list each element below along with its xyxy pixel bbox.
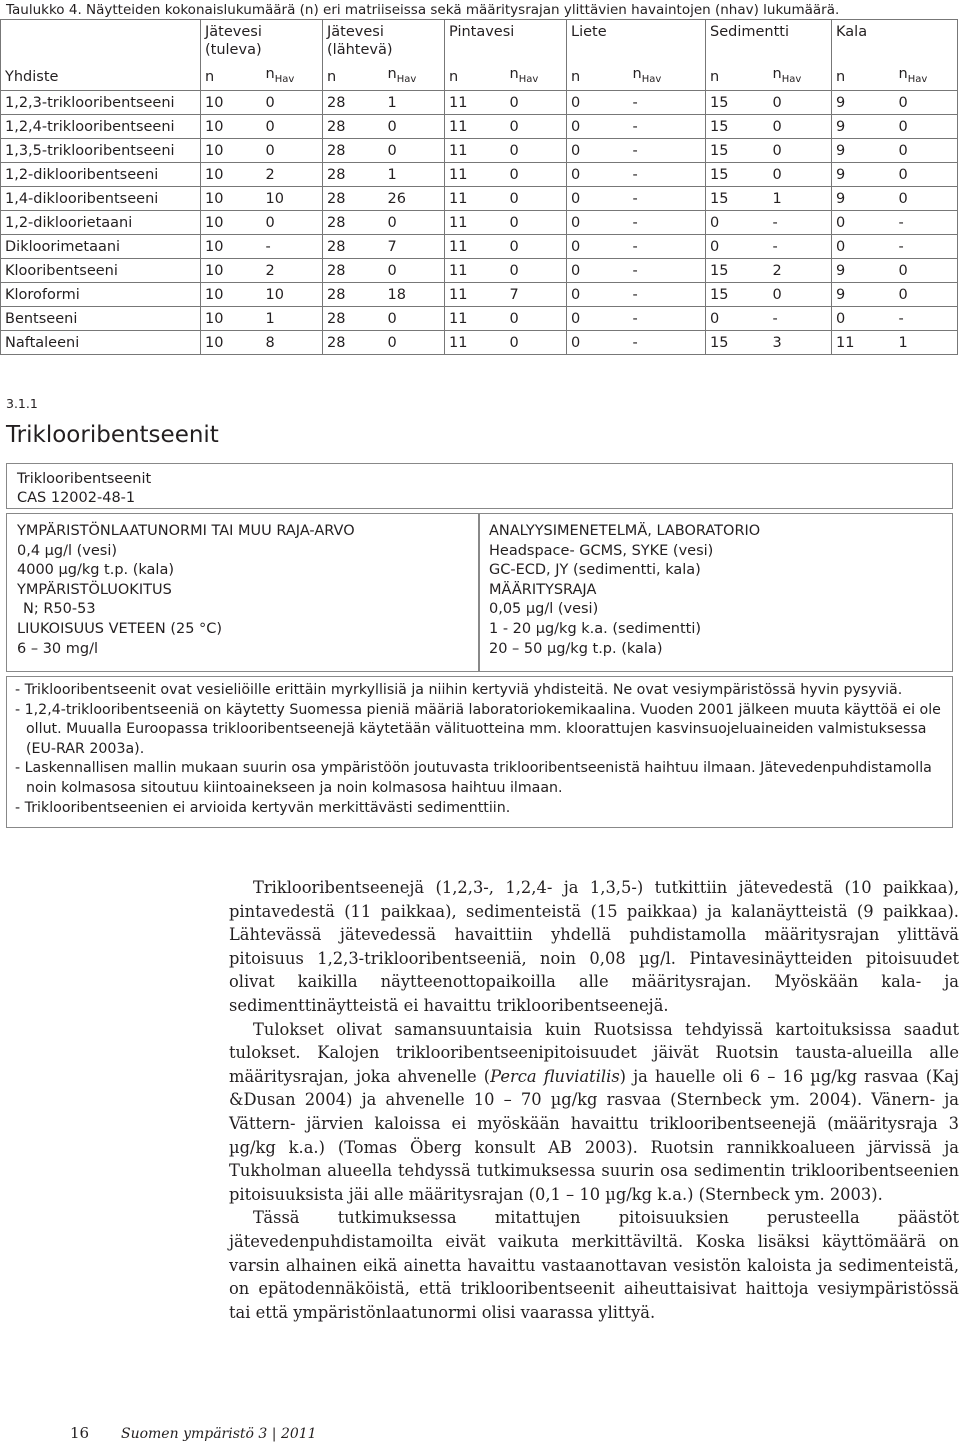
compound-name: Klooribentseeni — [1, 259, 201, 283]
table-cell: 0 — [567, 235, 629, 259]
table-cell: - — [629, 307, 706, 331]
nhav-header: $n_{Hav}$ — [629, 64, 706, 91]
table-cell: 1 — [384, 163, 445, 187]
table-cell: 1 — [895, 331, 958, 355]
table-subheader-row — [1, 64, 958, 91]
table-cell: 0 — [769, 139, 832, 163]
table-cell: 10 — [201, 187, 262, 211]
table-cell: 0 — [384, 211, 445, 235]
info-line: N; R50-53 — [23, 601, 96, 618]
info-line: YMPÄRISTÖNLAATUNORMI TAI MUU RAJA-ARVO — [17, 523, 355, 539]
table-cell: 15 — [706, 163, 769, 187]
n-header: n — [567, 64, 629, 91]
table-cell: 10 — [201, 259, 262, 283]
table-cell: 0 — [832, 235, 895, 259]
compound-name: Bentseeni — [1, 307, 201, 331]
compound-name: 1,2-dikloorietaani — [1, 211, 201, 235]
info-line: 20 – 50 µg/kg t.p. (kala) — [489, 640, 663, 657]
table-cell: 0 — [567, 211, 629, 235]
table-cell: 28 — [323, 115, 384, 139]
table-cell: 0 — [506, 115, 567, 139]
table-cell: 11 — [445, 187, 506, 211]
table-cell: 15 — [706, 331, 769, 355]
table-row — [1, 187, 958, 211]
table-cell: - — [895, 307, 958, 331]
n-header: n — [832, 64, 895, 91]
table-cell: 0 — [769, 91, 832, 115]
group-header: Jätevesi (lähtevä) — [323, 20, 445, 65]
table-cell: 0 — [895, 187, 958, 211]
table-cell: - — [629, 259, 706, 283]
compound-header: Yhdiste — [1, 64, 201, 91]
table-cell: - — [629, 115, 706, 139]
table-cell: 9 — [832, 163, 895, 187]
table-cell: 0 — [506, 259, 567, 283]
table-row — [1, 235, 958, 259]
paragraph: Triklooribentseenejä (1,2,3-, 1,2,4- ja 1,3,5-) tutkittiin jätevedestä (10 paikkaa), pintavedestä (11 paikkaa), sedimenteistä (15 paikkaa) ja kalanäytteistä (9 paikkaa). Lähtevässä jätevedessä havaittiin yhdellä puhdistamolla määritysrajan ylittävä pitoisuus 1,2,3-triklooribentseeniä, noin 0,08 µg/l. Pintavesinäytteiden pitoisuudet olivat kaikilla näytteenottopaikoilla alle määritysrajan. Myöskään kala- ja sedimenttinäytteistä ei havaittu triklooribentseenejä. — [229, 878, 959, 1015]
table-row — [1, 139, 958, 163]
substance-box — [6, 463, 953, 509]
n-header: n — [323, 64, 384, 91]
nhav-header: $n_{Hav}$ — [895, 64, 958, 91]
table-cell: 11 — [445, 139, 506, 163]
table-cell: 0 — [262, 139, 323, 163]
table-cell: 28 — [323, 187, 384, 211]
data-table — [0, 19, 958, 355]
table-cell: 10 — [201, 163, 262, 187]
table-cell: 0 — [384, 115, 445, 139]
table-cell: 0 — [506, 235, 567, 259]
substance-name: Triklooribentseenit — [17, 471, 152, 487]
table-cell: 2 — [262, 259, 323, 283]
table-cell: 11 — [445, 235, 506, 259]
group-header: Liete — [567, 20, 706, 65]
table-cell: - — [262, 235, 323, 259]
table-cell: 9 — [832, 91, 895, 115]
table-cell: - — [629, 139, 706, 163]
table-cell: 2 — [769, 259, 832, 283]
table-cell: - — [895, 235, 958, 259]
table-cell: 11 — [445, 331, 506, 355]
compound-name: Dikloorimetaani — [1, 235, 201, 259]
table-cell: 0 — [567, 259, 629, 283]
compound-name: 1,4-diklooribentseeni — [1, 187, 201, 211]
table-cell: 0 — [506, 163, 567, 187]
table-cell: - — [769, 211, 832, 235]
nhav-header: $n_{Hav}$ — [384, 64, 445, 91]
compound-name: Naftaleeni — [1, 331, 201, 355]
table-cell: - — [629, 91, 706, 115]
table-cell: 0 — [384, 307, 445, 331]
info-line: YMPÄRISTÖLUOKITUS — [17, 581, 172, 598]
table-cell: - — [895, 211, 958, 235]
table-cell: 11 — [445, 115, 506, 139]
table-cell: - — [769, 235, 832, 259]
species-name: Perca fluviatilis — [490, 1066, 620, 1086]
compound-name: 1,2,3-triklooribentseeni — [1, 91, 201, 115]
group-header: Kala — [832, 20, 958, 65]
table-cell: 7 — [384, 235, 445, 259]
table-cell: 0 — [769, 115, 832, 139]
table-cell: 28 — [323, 235, 384, 259]
table-cell: 11 — [445, 163, 506, 187]
table-row — [1, 331, 958, 355]
group-header: Sedimentti — [706, 20, 832, 65]
table-cell: 10 — [262, 283, 323, 307]
table-cell: - — [629, 283, 706, 307]
substance-cas: CAS 12002-48-1 — [17, 490, 136, 506]
limit-values-box — [6, 513, 480, 672]
info-line: 4000 µg/kg t.p. (kala) — [17, 562, 175, 579]
table-cell: 0 — [706, 235, 769, 259]
table-cell: 0 — [832, 307, 895, 331]
table-cell: 28 — [323, 283, 384, 307]
section-number: 3.1.1 — [6, 396, 38, 411]
info-line: 0,05 µg/l (vesi) — [489, 601, 599, 618]
summary-bullet: - Laskennallisen mallin mukaan suurin osa ympäristöön joutuvasta triklooribentseenistä haihtuu ilmaan. Jätevedenpuhdistamolla noin kolmasosa sitoutuu kiintoainekseen ja noin kolmasosa haihtuu ilmaan. — [15, 760, 932, 796]
table-cell: 9 — [832, 259, 895, 283]
table-cell: 0 — [895, 283, 958, 307]
analysis-box — [478, 513, 953, 672]
table-cell: 9 — [832, 187, 895, 211]
table-cell: 0 — [832, 211, 895, 235]
table-cell: 10 — [201, 211, 262, 235]
table-cell: 0 — [769, 283, 832, 307]
table-caption: Taulukko 4. Näytteiden kokonaislukumäärä (n) eri matriiseissa sekä määritysrajan ylittävien havaintojen (nhav) lukumäärä. — [6, 2, 840, 18]
table-row — [1, 211, 958, 235]
table-cell: 28 — [323, 91, 384, 115]
table-cell: 0 — [895, 259, 958, 283]
table-group-header-row — [1, 20, 958, 65]
table-cell: 1 — [384, 91, 445, 115]
table-cell: 15 — [706, 115, 769, 139]
table-cell: 7 — [506, 283, 567, 307]
table-cell: 10 — [262, 187, 323, 211]
summary-box — [6, 676, 953, 828]
n-header: n — [201, 64, 262, 91]
compound-name: Kloroformi — [1, 283, 201, 307]
table-cell: 0 — [384, 139, 445, 163]
table-cell: 0 — [506, 331, 567, 355]
n-header: n — [445, 64, 506, 91]
table-cell: 9 — [832, 283, 895, 307]
table-cell: 10 — [201, 283, 262, 307]
table-cell: 28 — [323, 259, 384, 283]
table-cell: 11 — [445, 91, 506, 115]
compound-name: 1,3,5-triklooribentseeni — [1, 139, 201, 163]
publication-name: Suomen ympäristö 3 | 2011 — [121, 1426, 317, 1442]
table-cell: 15 — [706, 283, 769, 307]
table-cell: 0 — [895, 163, 958, 187]
table-cell: 18 — [384, 283, 445, 307]
nhav-header: $n_{Hav}$ — [262, 64, 323, 91]
table-cell: 10 — [201, 307, 262, 331]
table-row — [1, 91, 958, 115]
info-line: 0,4 µg/l (vesi) — [17, 542, 118, 559]
table-row — [1, 283, 958, 307]
table-cell: 0 — [706, 307, 769, 331]
table-cell: 0 — [567, 115, 629, 139]
section-title: Triklooribentseenit — [6, 422, 219, 448]
table-cell: - — [629, 235, 706, 259]
table-cell: 10 — [201, 91, 262, 115]
table-row — [1, 259, 958, 283]
table-cell: 10 — [201, 235, 262, 259]
table-cell: 0 — [706, 211, 769, 235]
table-cell: 2 — [262, 163, 323, 187]
n-header: n — [706, 64, 769, 91]
table-cell: 0 — [506, 187, 567, 211]
table-cell: 8 — [262, 331, 323, 355]
table-cell: 0 — [506, 91, 567, 115]
table-cell: 0 — [567, 91, 629, 115]
table-row — [1, 115, 958, 139]
table-cell: - — [629, 187, 706, 211]
table-cell: 11 — [445, 259, 506, 283]
table-cell: 0 — [895, 91, 958, 115]
table-cell: 0 — [262, 91, 323, 115]
body-text — [229, 876, 959, 1324]
table-cell: 1 — [769, 187, 832, 211]
info-line: LIUKOISUUS VETEEN (25 °C) — [17, 620, 223, 637]
table-cell: 28 — [323, 163, 384, 187]
table-cell: 10 — [201, 331, 262, 355]
table-cell: - — [629, 331, 706, 355]
compound-name: 1,2,4-triklooribentseeni — [1, 115, 201, 139]
info-line: MÄÄRITYSRAJA — [489, 581, 597, 598]
table-cell: 0 — [567, 331, 629, 355]
table-cell: 0 — [567, 187, 629, 211]
table-cell: 15 — [706, 187, 769, 211]
table-cell: 11 — [832, 331, 895, 355]
table-cell: 0 — [567, 307, 629, 331]
table-cell: - — [629, 163, 706, 187]
info-line: ANALYYSIMENETELMÄ, LABORATORIO — [489, 523, 761, 539]
table-cell: 0 — [262, 115, 323, 139]
group-header: Jätevesi (tuleva) — [201, 20, 323, 65]
info-line: Headspace- GCMS, SYKE (vesi) — [489, 542, 714, 559]
table-cell: 0 — [567, 163, 629, 187]
compound-name: 1,2-diklooribentseeni — [1, 163, 201, 187]
table-row — [1, 307, 958, 331]
table-cell: 0 — [384, 331, 445, 355]
table-cell: 0 — [506, 211, 567, 235]
table-cell: 9 — [832, 139, 895, 163]
table-cell: 3 — [769, 331, 832, 355]
table-cell: 0 — [895, 139, 958, 163]
info-line: 6 – 30 mg/l — [17, 640, 98, 657]
paragraph: Tulokset olivat samansuuntaisia kuin Ruotsissa tehdyissä kartoituksissa saadut tulokset. Kalojen triklooribentseenipitoisuudet jäivät Ruotsin tausta-alueilla alle määritysrajan, joka ahvenelle (Perca fluviatilis) ja hauelle oli 6 – 16 µg/kg rasvaa (Kaj &Dusan 2004) ja ahvenelle 10 – 70 µg/kg rasvaa (Sternbeck ym. 2004). Vänern- ja Vättern- järvien kaloissa ei myöskään havaittu triklooribentseenejä (määritysraja 3 µg/kg k.a.) (Tomas Öberg konsult AB 2003). Ruotsin rannikkoalueen järvissä ja Tukholman alueella tehdyssä tutkimuksessa suurin osa sedimentin triklooribentseenien pitoisuuksista jäi alle määritysrajan (0,1 – 10 µg/kg k.a.) (Sternbeck ym. 2003). — [229, 1019, 959, 1204]
table-cell: 11 — [445, 211, 506, 235]
table-cell: 28 — [323, 211, 384, 235]
nhav-header: $n_{Hav}$ — [769, 64, 832, 91]
table-cell: 0 — [567, 139, 629, 163]
info-line: GC-ECD, JY (sedimentti, kala) — [489, 562, 701, 579]
summary-bullet: - Triklooribentseenit ovat vesieliöille erittäin myrkyllisiä ja niihin kertyviä yhdisteitä. Ne ovat vesiympäristössä hyvin pysyviä. — [15, 682, 903, 698]
table-cell: 0 — [769, 163, 832, 187]
table-cell: 0 — [567, 283, 629, 307]
paragraph: Tässä tutkimuksessa mitattujen pitoisuuksien perusteella päästöt jätevedenpuhdistamoilta eivät vaikuta merkittäviltä. Koska lisäksi käyttömäärä on varsin alhainen eikä ainetta havaittu vastaanottavan vesistön kaloista ja sedimenteistä, on epätodennäköistä, että triklooribentseenit aiheuttaisivat haittoja vesiympäristössä tai että ympäristönlaatunormi olisi vaarassa ylittyä. — [229, 1208, 959, 1322]
table-cell: 26 — [384, 187, 445, 211]
summary-bullet: - Triklooribentseenien ei arvioida kertyvän merkittävästi sedimenttiin. — [15, 799, 511, 816]
table-cell: 11 — [445, 307, 506, 331]
table-cell: - — [629, 211, 706, 235]
page-number: 16 — [70, 1424, 90, 1442]
group-header: Pintavesi — [445, 20, 567, 65]
table-cell: 0 — [384, 259, 445, 283]
table-cell: 15 — [706, 139, 769, 163]
table-cell: - — [769, 307, 832, 331]
table-cell: 28 — [323, 331, 384, 355]
table-cell: 0 — [506, 139, 567, 163]
table-cell: 10 — [201, 139, 262, 163]
info-line: 1 - 20 µg/kg k.a. (sedimentti) — [489, 620, 702, 637]
table-cell: 15 — [706, 91, 769, 115]
table-cell: 0 — [262, 211, 323, 235]
table-cell: 11 — [445, 283, 506, 307]
table-cell: 0 — [506, 307, 567, 331]
table-cell: 28 — [323, 139, 384, 163]
summary-bullet: - 1,2,4-triklooribentseeniä on käytetty Suomessa pieniä määriä laboratoriokemikaalina. Vuoden 2001 jälkeen muuta käyttöä ei ole ollut. Muualla Euroopassa triklooribentseenejä käytetään välituotteina mm. kloorattujen kasvinsuojeluaineiden valmistuksessa (EU-RAR 2003a). — [15, 701, 941, 757]
table-cell: 15 — [706, 259, 769, 283]
table-cell: 28 — [323, 307, 384, 331]
table-cell: 1 — [262, 307, 323, 331]
table-cell: 9 — [832, 115, 895, 139]
table-cell: 0 — [895, 115, 958, 139]
table-cell: 10 — [201, 115, 262, 139]
nhav-header: $n_{Hav}$ — [506, 64, 567, 91]
table-row — [1, 163, 958, 187]
